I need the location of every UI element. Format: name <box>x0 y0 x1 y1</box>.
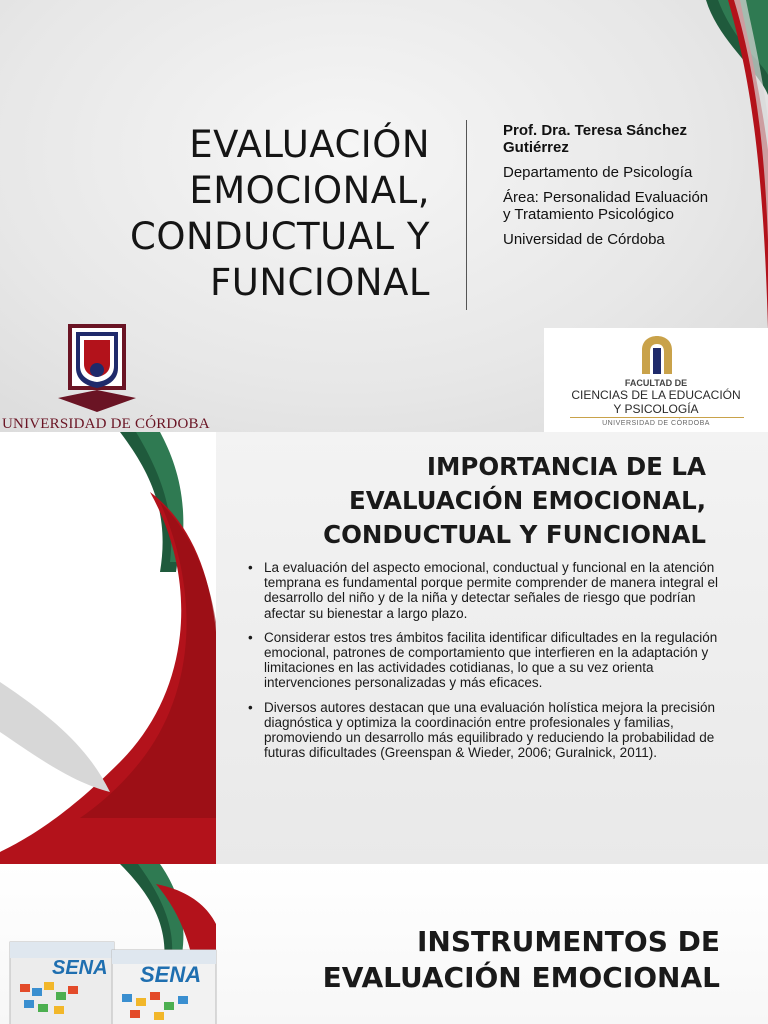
slide-title: INSTRUMENTOS DE EVALUACIÓN EMOCIONAL <box>322 925 720 994</box>
author-block <box>503 122 713 256</box>
faculty-logo-line2: CIENCIAS DE LA EDUCACIÓN <box>571 388 741 402</box>
author-department: Departamento de Psicología <box>503 164 693 181</box>
title-divider <box>466 120 467 310</box>
faculty-logo-rule <box>570 417 744 418</box>
faculty-logo-line1: FACULTAD DE <box>624 378 688 388</box>
author-name: Prof. Dra. Teresa Sánchez Gutiérrez <box>503 122 687 156</box>
list-item <box>248 560 728 621</box>
faculty-emblem-icon <box>640 334 674 374</box>
bullet-text: La evaluación del aspecto emocional, conductual y funcional en la atención temprana es fundamental porque permite comprender de manera integral el desarrollo del niño y de la niña y detectar señales de riesgo que podrían afectar su bienestar a largo plazo. <box>264 560 719 621</box>
book-label: SENA <box>52 957 108 979</box>
presentation-title: EVALUACIÓN EMOCIONAL, CONDUCTUAL Y FUNCIONAL <box>129 123 430 304</box>
bullet-text: Diversos autores destacan que una evaluación holística mejora la precisión diagnóstica y optimiza la coordinación entre profesionales y familias, promoviendo un desarrollo más equilibrado y reduciendo la probabilidad de futuras dificultades (Greenspan & Wieder, 2006; Guralnick, 2011). <box>264 699 716 761</box>
importance-slide <box>0 432 768 864</box>
faculty-logo-line4: UNIVERSIDAD DE CÓRDOBA <box>602 420 710 427</box>
bullet-text: Considerar estos tres ámbitos facilita identificar dificultades en la regulación emocional, patrones de comportamiento que interfieren en la adaptación y limitaciones en las actividades cotidianas, lo que a su vez orienta intervenciones personalizadas y más eficaces. <box>264 629 718 691</box>
bullet-icon: • <box>248 560 253 575</box>
author-area: Área: Personalidad Evaluación y Tratamiento Psicológico <box>503 189 709 223</box>
faculty-logo-line3: Y PSICOLOGÍA <box>613 402 699 416</box>
book-label: SENA <box>140 962 202 987</box>
bullet-list <box>248 560 728 769</box>
bullet-icon: • <box>248 629 253 645</box>
author-university: Universidad de Córdoba <box>503 231 665 248</box>
university-logo-text: UNIVERSIDAD DE CÓRDOBA <box>2 416 210 432</box>
sena-book-covers <box>4 936 218 1024</box>
bullet-icon: • <box>248 699 253 715</box>
slide-title: IMPORTANCIA DE LA EVALUACIÓN EMOCIONAL, CONDUCTUAL Y FUNCIONAL <box>323 452 706 549</box>
faculty-logo <box>544 328 768 432</box>
list-item <box>248 700 728 761</box>
instruments-slide <box>0 864 768 1024</box>
title-slide <box>0 0 768 432</box>
list-item <box>248 630 728 691</box>
university-logo <box>0 316 190 432</box>
ribbon-decoration <box>0 432 220 864</box>
